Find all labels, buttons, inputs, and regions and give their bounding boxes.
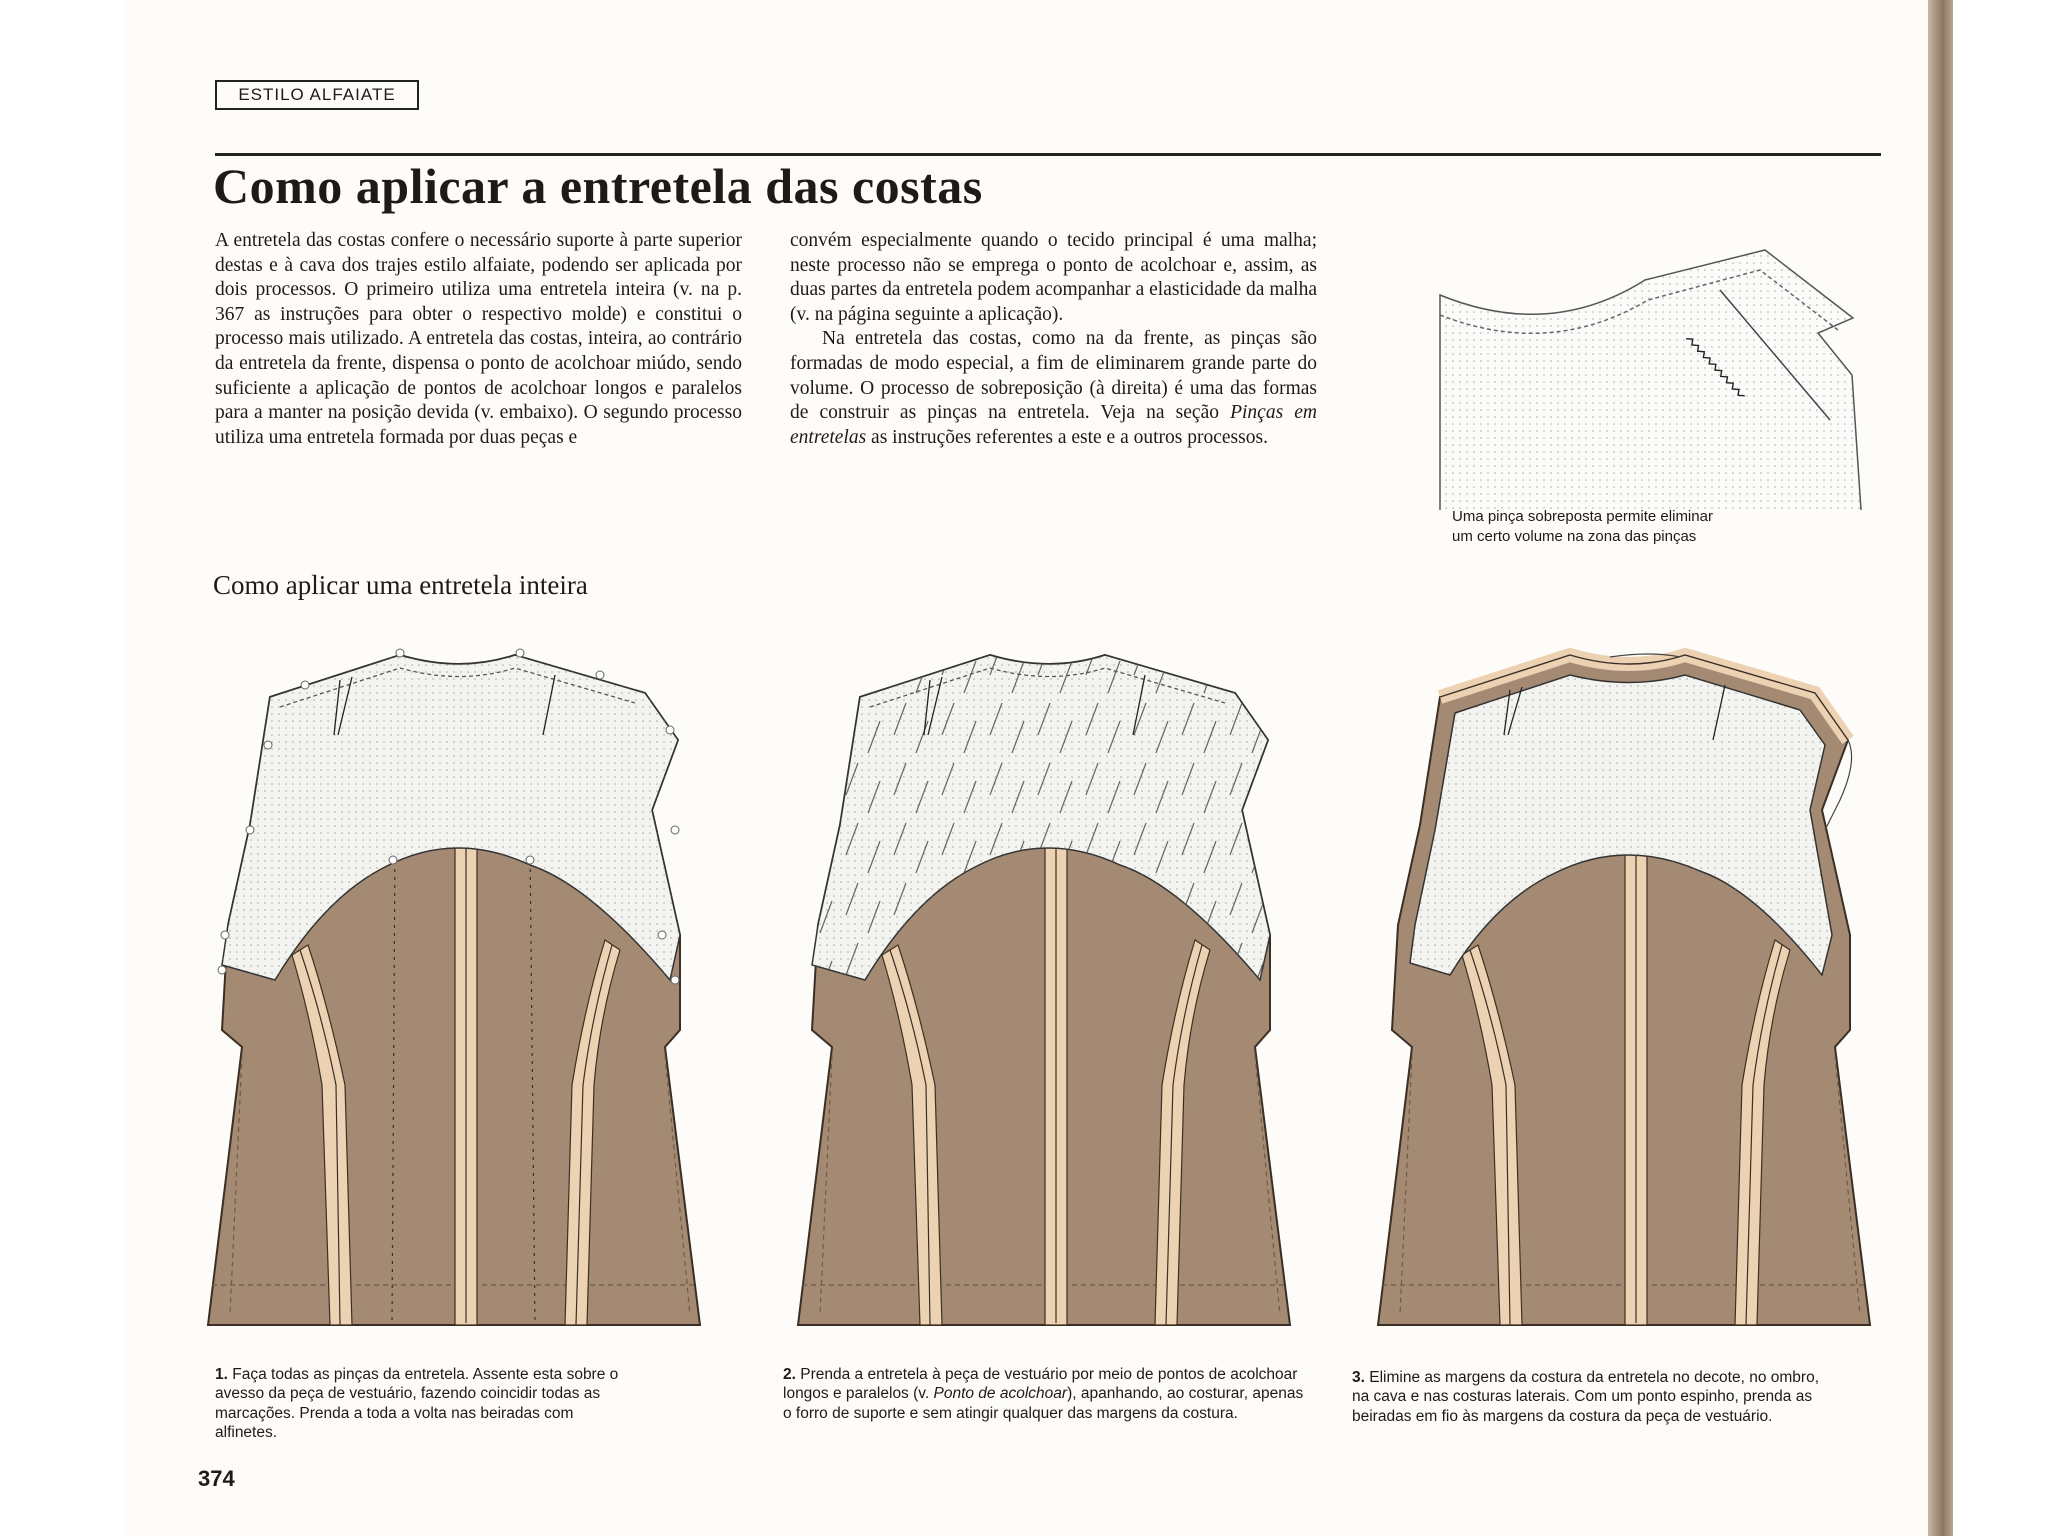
page-number: 374 xyxy=(198,1466,235,1491)
intro-paragraph-2: convém especialmente quando o tecido principal é uma malha; neste processo não se emprega o ponto de acolchoar e, assim, as duas partes da entretela podem acompanhar a elasticidade da malha (v. na página seguinte a aplicação). xyxy=(790,230,1317,325)
section-label-text: ESTILO ALFAIATE xyxy=(238,85,396,104)
book-gutter xyxy=(1928,0,1953,1536)
vest-figure-3 xyxy=(1378,654,1870,1325)
step-3-caption xyxy=(1352,1368,1832,1426)
step-1-text: Faça todas as pinças da entretela. Assente esta sobre o avesso da peça de vestuário, fazendo coincidir todas as marcações. Prenda a toda a volta nas beiradas com alfinetes. xyxy=(215,1366,619,1441)
dart-caption-line-2: um certo volume na zona das pinças xyxy=(1452,528,1697,545)
step-1-caption xyxy=(215,1365,625,1442)
intro-paragraph-3-italic: Pinças em entretelas xyxy=(790,402,1318,448)
overlapped-dart-illustration xyxy=(1430,240,1870,510)
step-1-number: 1. xyxy=(215,1366,228,1383)
header-rule xyxy=(215,153,1881,156)
vest-figure-2 xyxy=(798,655,1290,1325)
step-2-text-pre: Prenda a entretela à peça de vestuário por meio de pontos de acolchoar longos e paralelos (v. xyxy=(783,1366,1298,1403)
step-2-number: 2. xyxy=(783,1366,796,1383)
intro-paragraph-3 xyxy=(790,327,1317,450)
step-3-number: 3. xyxy=(1352,1369,1365,1386)
dart-caption xyxy=(1452,507,1872,547)
dart-caption-line-1: Uma pinça sobreposta permite eliminar xyxy=(1452,508,1713,525)
intro-paragraph-3-pre: Na entretela das costas, como na da frente, as pinças são formadas de modo especial, a fim de eliminarem grande parte do volume. O processo de sobreposição (à direita) é uma das formas de construir as pinças na entretela. Veja na seção xyxy=(790,328,1317,424)
vest-figure-1 xyxy=(208,649,700,1325)
intro-column-2 xyxy=(790,229,1317,450)
intro-paragraph-1: A entretela das costas confere o necessário suporte à parte superior destas e à cava dos trajes estilo alfaiate, podendo ser aplicada por dois processos. O primeiro utiliza uma entretela inteira (v. na p. 367 as instruções para obter o respectivo molde) e constitui o processo mais utilizado. A entretela das costas, inteira, ao contrário da entretela da frente, dispensa o ponto de acolchoar miúdo, sendo suficiente a aplicação de pontos de acolchoar longos e paralelos para a manter na posição devida (v. embaixo). O segundo processo utiliza uma entretela formada por duas peças e xyxy=(215,230,742,448)
intro-column-1 xyxy=(215,229,742,450)
page-title: Como aplicar a entretela das costas xyxy=(213,158,983,214)
section-label xyxy=(215,80,419,110)
intro-paragraph-3-post: as instruções referentes a este e a outros processos. xyxy=(866,426,1268,448)
step-2-caption xyxy=(783,1365,1308,1423)
step-2-text-italic: Ponto de acolchoar xyxy=(933,1385,1068,1403)
vest-illustrations xyxy=(200,625,1880,1355)
step-3-text: Elimine as margens da costura da entretela no decote, no ombro, na cava e nas costuras laterais. Com um ponto espinho, prenda as beiradas em fio às margens da costura da peça de vestuário. xyxy=(1352,1369,1820,1425)
step-2-text-post: ), apanhando, ao costurar, apenas o forro de suporte e sem atingir qualquer das margens da costura. xyxy=(783,1385,1304,1422)
section-subtitle: Como aplicar uma entretela inteira xyxy=(213,570,588,600)
